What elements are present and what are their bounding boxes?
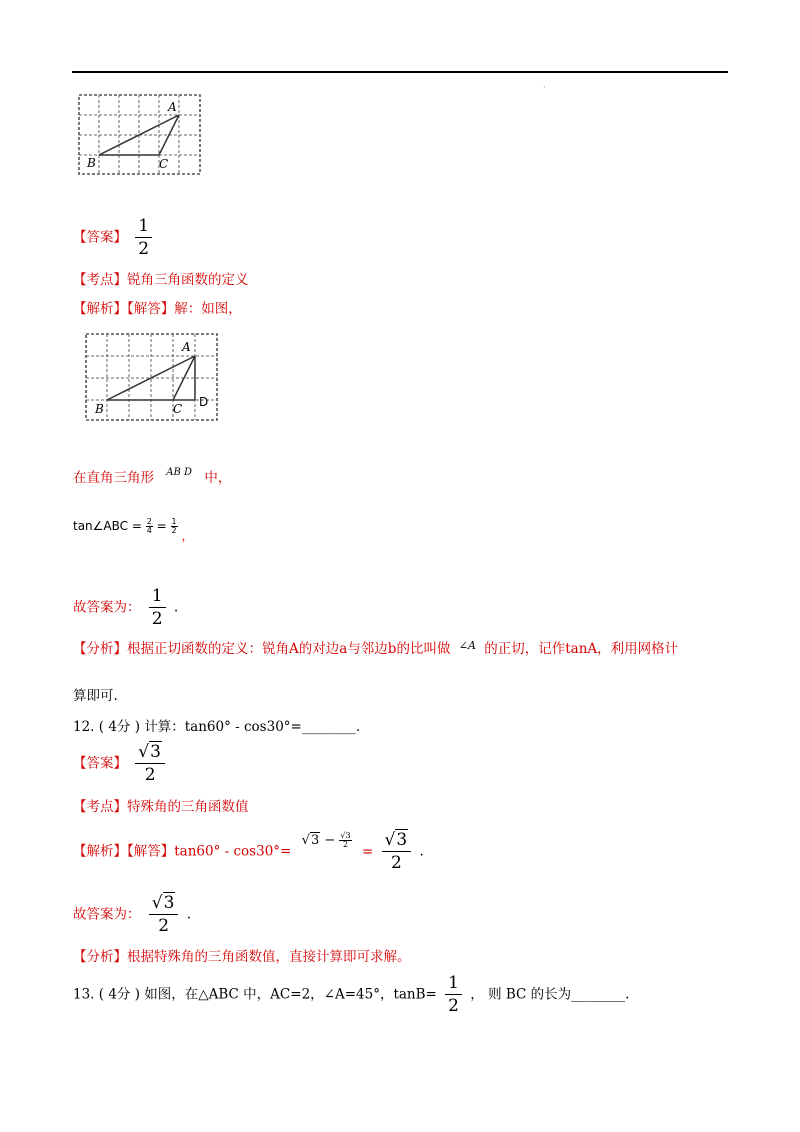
fig1-label-b: B: [87, 156, 96, 170]
final-answer-1: 故答案为： $\frac{1}{2}$ .: [73, 586, 179, 629]
frac-2-4: $\frac{2}{4}$: [146, 517, 152, 535]
key-point-1: 【考点】锐角三角函数的定义: [73, 272, 249, 288]
sqrt-expression: √3 − $\frac{√3}{2}$: [301, 830, 351, 849]
right-triangle-line: 在直角三角形 $^{AB D}$ 中，: [73, 467, 232, 486]
final-answer-12: 故答案为： $\frac{√3}{2}$ .: [73, 893, 192, 936]
analysis-12: 【解析】【解答】tan60° - cos30°= √3 − $\frac{√3}{2}$ = $\frac{√3}{2}$ .: [73, 830, 424, 873]
answer-12: 【答案】 $\frac{√3}{2}$: [73, 744, 169, 784]
analysis-summary-1: 【分析】根据正切函数的定义：锐角A的对边a与邻边b的比叫做 $^{\angle A}$ 的正切，记作tanA，利用网格计: [73, 639, 679, 657]
fig1-label-c: C: [159, 157, 169, 171]
frac-1-2: $\frac{1}{2}$: [171, 517, 177, 535]
tan-equation: tan∠ABC = $\frac{2}{4}$ = $\frac{1}{2}$ ，: [73, 517, 194, 543]
analysis-summary-1-cont: 算即可.: [73, 688, 118, 704]
stray-dot: ·: [543, 83, 546, 92]
key-point-12: 【考点】特殊角的三角函数值: [73, 799, 249, 815]
fig2-label-b: B: [95, 402, 104, 416]
answer-fraction: $\frac{1}{2}$: [135, 218, 152, 258]
grid-figure-2: [85, 333, 220, 423]
fig2-label-c: C: [173, 402, 183, 416]
answer-tag: 【答案】: [73, 229, 127, 246]
fig2-label-d: D: [199, 395, 209, 409]
analysis-1: 【解析】【解答】解：如图，: [73, 301, 242, 317]
answer-1: [73, 218, 156, 258]
grid-figure-1: [78, 94, 203, 176]
analysis-summary-12: 【分析】根据特殊角的三角函数值，直接计算即可求解。: [73, 949, 411, 965]
header-rule: [72, 71, 728, 73]
triangle-name: AB D: [166, 467, 193, 478]
fig1-label-a: A: [168, 100, 177, 114]
question-13: 13. ( 4分 ) 如图，在△ABC 中，AC=2，∠A=45°，tanB= $\frac{1}{2}$ ， 则 BC 的长为________.: [73, 973, 630, 1016]
fig2-label-a: A: [182, 340, 191, 354]
tan-lhs: tan∠ABC =: [73, 519, 142, 533]
question-12: 12. ( 4分 ) 计算：tan60° - cos30°=________.: [73, 719, 361, 735]
